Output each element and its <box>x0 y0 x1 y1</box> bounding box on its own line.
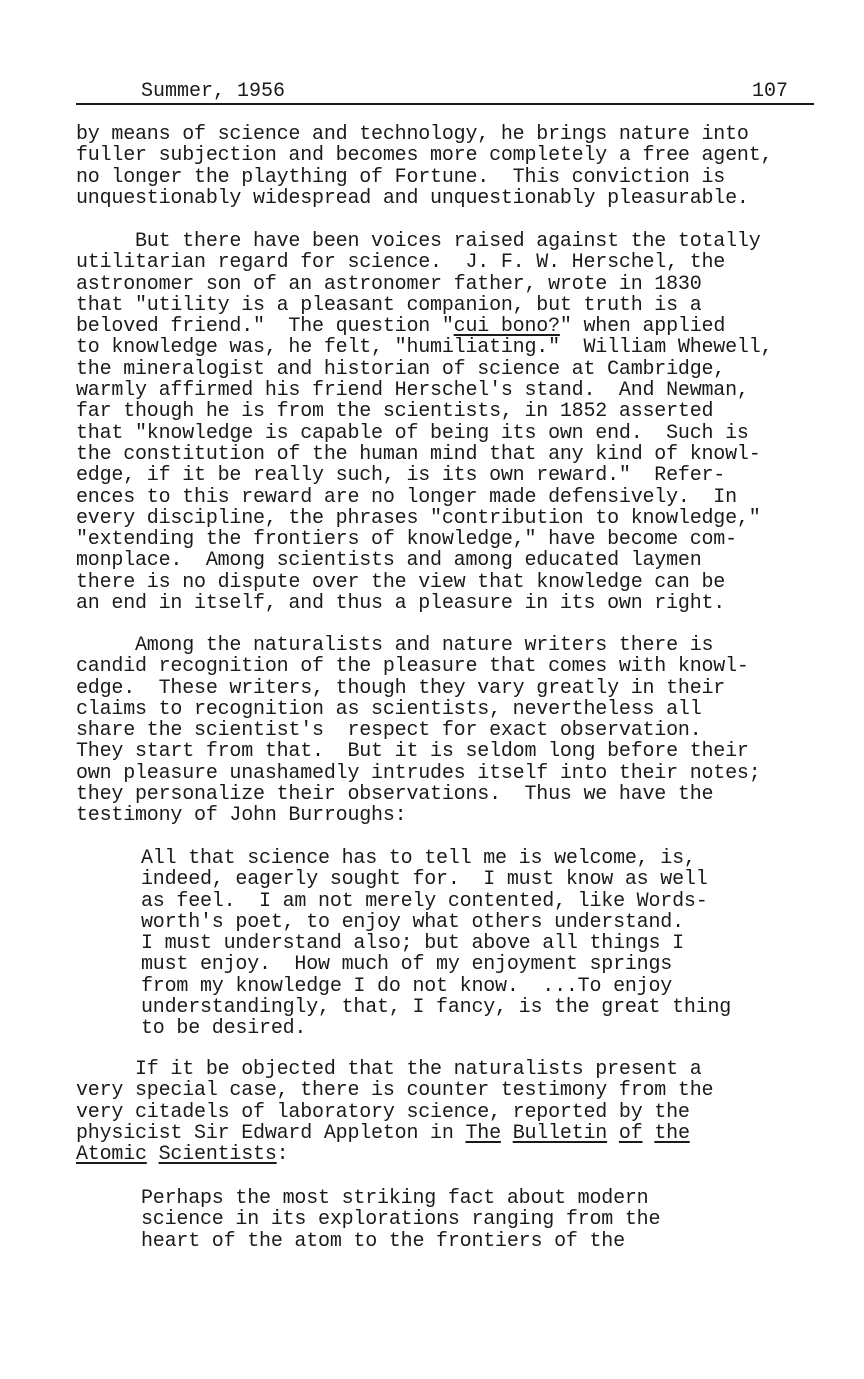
header-rule <box>76 103 814 105</box>
text-line: monplace. Among scientists and among educated laymen <box>76 549 702 573</box>
quote-line: Perhaps the most striking fact about modern <box>141 1187 649 1210</box>
text-line: there is no dispute over the view that knowledge can be <box>76 570 726 594</box>
text-line: warmly affirmed his friend Herschel's stand. And Newman, <box>76 379 749 403</box>
text-line: If it be objected that the naturalists present a <box>76 1058 702 1081</box>
text-line: no longer the plaything of Fortune. This conviction is <box>76 165 726 189</box>
quote-line: worth's poet, to enjoy what others understand. <box>141 910 684 934</box>
text-line: candid recognition of the pleasure that comes with knowl- <box>76 655 749 679</box>
text-line: the mineralogist and historian of science at Cambridge, <box>76 357 726 381</box>
quote-line: I must understand also; but above all things I <box>141 932 684 956</box>
text-line: unquestionably widespread and unquestionably pleasurable. <box>76 186 749 210</box>
text-line: Among the naturalists and nature writers there is <box>76 634 714 657</box>
quote-line: must enjoy. How much of my enjoyment springs <box>141 953 673 977</box>
text-line: testimony of John Burroughs: <box>76 804 407 828</box>
text-line: beloved friend." The question "cui bono?" when applied <box>76 315 726 339</box>
text-line: that "utility is a pleasant companion, but truth is a <box>76 293 702 317</box>
text-line: edge. These writers, though they vary greatly in their <box>76 676 726 700</box>
text-line: very special case, there is counter testimony from the <box>76 1079 714 1103</box>
quote-line: science in its explorations ranging from the <box>141 1208 661 1232</box>
paragraph-1 <box>76 124 836 209</box>
text-line: astronomer son of an astronomer father, wrote in 1830 <box>76 272 702 296</box>
text-line: They start from that. But it is seldom long before their <box>76 740 749 764</box>
quote-line: heart of the atom to the frontiers of the <box>141 1229 625 1253</box>
quote-line: understandingly, that, I fancy, is the great thing <box>141 996 732 1020</box>
text-line: by means of science and technology, he brings nature into <box>76 123 749 146</box>
text-line: an end in itself, and thus a pleasure in its own right. <box>76 592 726 616</box>
quote-line: All that science has to tell me is welcome, is, <box>141 847 696 870</box>
text-line: physicist Sir Edward Appleton in The Bulletin of the <box>76 1121 690 1145</box>
text-line: Atomic Scientists: <box>76 1143 289 1167</box>
text-line: every discipline, the phrases "contribution to knowledge," <box>76 506 761 530</box>
text-line: "extending the frontiers of knowledge," have become com- <box>76 528 737 552</box>
text-line: fuller subjection and becomes more completely a free agent, <box>76 144 773 168</box>
text-line: to knowledge was, he felt, "humiliating." William Whewell, <box>76 336 773 360</box>
paragraph-2 <box>76 231 836 614</box>
block-quote-appleton <box>141 1188 841 1252</box>
paragraph-4 <box>76 1059 836 1165</box>
text-line: ences to this reward are no longer made defensively. In <box>76 485 737 509</box>
page-number: 107 <box>751 80 788 103</box>
running-header-date: Summer, 1956 <box>141 80 286 103</box>
text-line: But there have been voices raised against the totally <box>76 230 761 253</box>
text-line: the constitution of the human mind that any kind of knowl- <box>76 442 761 466</box>
block-quote-burroughs <box>141 848 841 1040</box>
text-line: far though he is from the scientists, in 1852 asserted <box>76 400 714 424</box>
quote-line: as feel. I am not merely contented, like Words- <box>141 889 708 913</box>
text-line: that "knowledge is capable of being its own end. Such is <box>76 421 749 445</box>
text-line: claims to recognition as scientists, nevertheless all <box>76 697 702 721</box>
quote-line: indeed, eagerly sought for. I must know as well <box>141 868 708 892</box>
paragraph-3 <box>76 635 836 827</box>
quote-line: to be desired. <box>141 1017 307 1041</box>
text-line: own pleasure unashamedly intrudes itself into their notes; <box>76 761 761 785</box>
text-line: they personalize their observations. Thus we have the <box>76 783 714 807</box>
text-line: utilitarian regard for science. J. F. W. Herschel, the <box>76 251 726 275</box>
quote-line: from my knowledge I do not know. ...To enjoy <box>141 974 673 998</box>
text-line: very citadels of laboratory science, reported by the <box>76 1100 690 1124</box>
text-line: edge, if it be really such, is its own reward." Refer- <box>76 464 726 488</box>
text-line: share the scientist's respect for exact observation. <box>76 719 702 743</box>
